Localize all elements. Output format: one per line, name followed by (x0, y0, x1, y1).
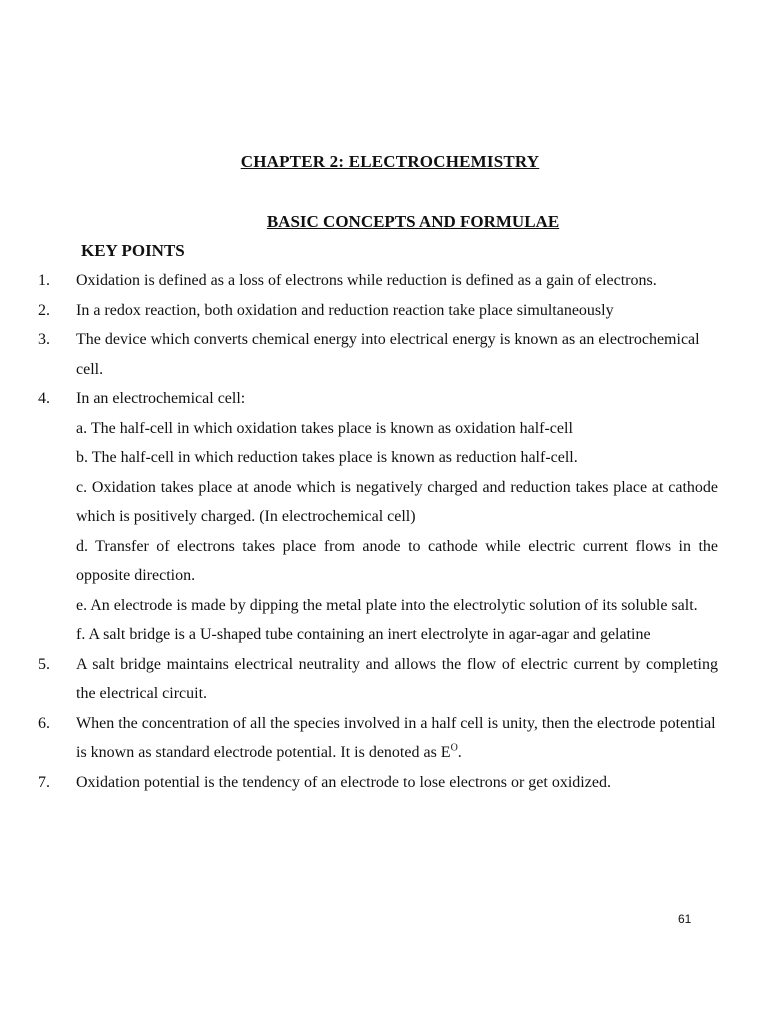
list-item-text: In an electrochemical cell: (76, 390, 246, 407)
list-item (0, 384, 768, 414)
sub-point: c. Oxidation takes place at anode which is negatively charged and reduction takes place at cathode which is positively charged. (In electrochemical cell) (76, 478, 718, 525)
list-item-number: 4. (38, 390, 50, 407)
list-item-tail: . (457, 744, 462, 761)
list-item (0, 325, 768, 384)
list-item-number: 6. (38, 714, 50, 732)
sub-point: b. The half-cell in which reduction takes place is known as reduction half-cell. (76, 449, 578, 466)
list-item-text: When the concentration of all the species involved in a half cell is unity, then the electrode potential is known as standard electrode potential. It is denoted as E (76, 714, 716, 761)
section-title: BASIC CONCEPTS AND FORMULAE (266, 212, 560, 231)
list-item-number: 5. (38, 655, 50, 673)
page-number: 61 (678, 912, 692, 926)
list-item-text: The device which converts chemical energy into electrical energy is known as an electrochemical cell. (76, 331, 700, 378)
sub-point: e. An electrode is made by dipping the metal plate into the electrolytic solution of its soluble salt. (76, 596, 698, 614)
sub-point: f. A salt bridge is a U-shaped tube containing an inert electrolyte in agar-agar and gelatine (76, 626, 651, 643)
list-item-text: Oxidation potential is the tendency of an electrode to lose electrons or get oxidized. (76, 773, 611, 791)
sub-point: d. Transfer of electrons takes place from anode to cathode while electric current flows in the opposite direction. (76, 537, 718, 584)
key-points-list (0, 266, 768, 797)
list-item-number: 2. (38, 301, 50, 319)
list-item (0, 650, 768, 709)
list-item-number: 1. (38, 272, 50, 289)
list-item-text: A salt bridge maintains electrical neutrality and allows the flow of electric current by completing the electrical circuit. (76, 655, 718, 702)
list-item-text: Oxidation is defined as a loss of electrons while reduction is defined as a gain of electrons. (76, 272, 657, 289)
list-item (0, 266, 768, 296)
sub-point: a. The half-cell in which oxidation takes place is known as oxidation half-cell (76, 419, 573, 437)
list-item (0, 768, 768, 798)
list-item (0, 296, 768, 326)
list-item-number: 3. (38, 331, 50, 348)
list-item (0, 709, 768, 768)
list-item-text: In a redox reaction, both oxidation and reduction reaction take place simultaneously (76, 301, 614, 319)
list-item-number: 7. (38, 773, 50, 791)
chapter-title: CHAPTER 2: ELECTROCHEMISTRY (240, 152, 540, 171)
superscript-symbol: O (450, 742, 458, 754)
key-points-heading: KEY POINTS (81, 241, 185, 260)
